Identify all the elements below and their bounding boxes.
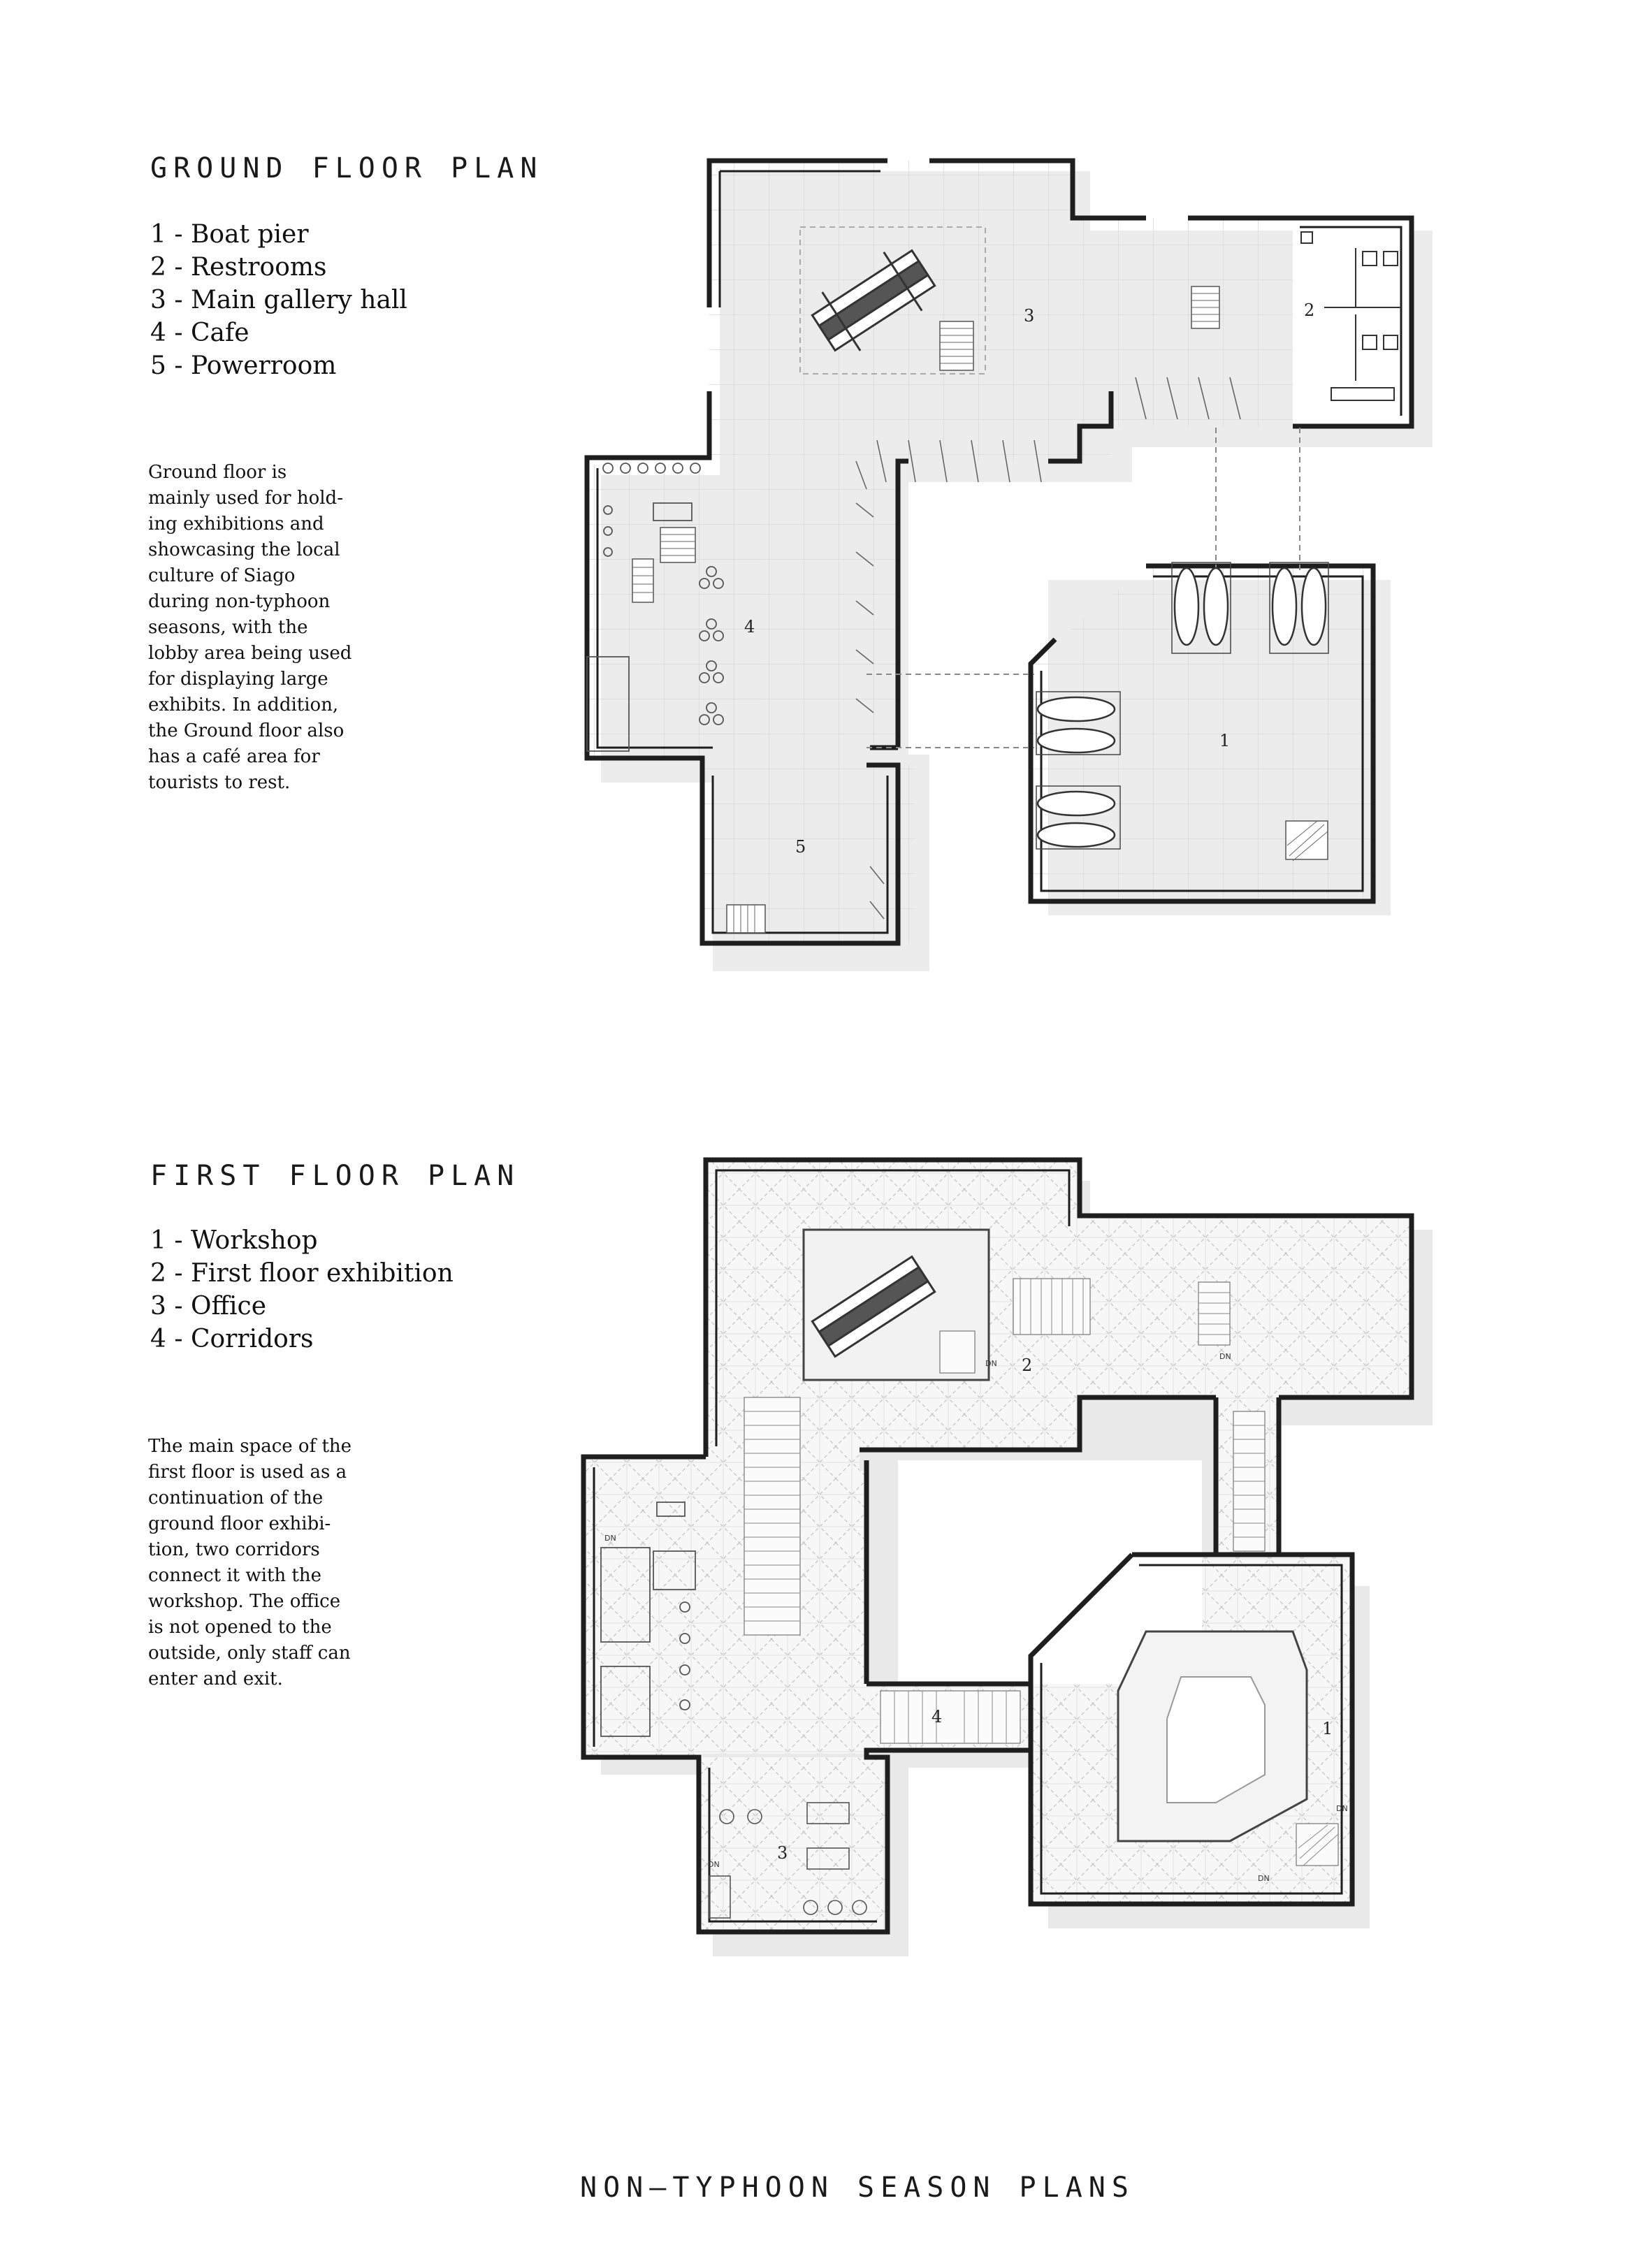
ground-floor-description: Ground floor is mainly used for hold- ing exhibitions and showcasing the local culture of Siago during non-typhoon seasons, with the lobby area being used for displaying large exhibits. In addition, the Ground floor also has a café area for tourists to rest.	[148, 462, 352, 793]
legend-item: 2 - Restrooms	[150, 253, 327, 282]
ground-floor-plan	[587, 161, 1433, 971]
legend-item: 2 - First floor exhibition	[150, 1259, 454, 1288]
room-label: 3	[1024, 306, 1035, 326]
legend-item: 4 - Cafe	[150, 319, 249, 347]
first-floor-exhibition-annex	[1080, 1216, 1412, 1397]
room-label: 1	[1322, 1719, 1333, 1738]
legend-item: 1 - Workshop	[150, 1226, 318, 1255]
room-label: 4	[744, 617, 755, 637]
room-label: 2	[1304, 300, 1315, 320]
first-floor-title: FIRST FLOOR PLAN	[150, 1160, 521, 1192]
cafe	[587, 465, 762, 758]
room-label: 4	[932, 1707, 943, 1727]
sheet-title: NON–TYPHOON SEASON PLANS	[580, 2172, 1135, 2204]
stair-down-label: DN	[985, 1359, 997, 1368]
stair-down-label: DN	[1219, 1352, 1231, 1361]
stair-down-label: DN	[708, 1860, 720, 1869]
office	[699, 1757, 887, 1932]
room-label: 3	[777, 1843, 788, 1863]
legend-item: 1 - Boat pier	[150, 220, 309, 249]
legend-item: 4 - Corridors	[150, 1325, 314, 1353]
legend-item: 3 - Office	[150, 1292, 267, 1321]
first-floor-plan	[583, 1160, 1433, 1956]
stair-down-label: DN	[604, 1534, 616, 1543]
first-floor-description: The main space of the first floor is used as a continuation of the ground floor exhibi- tion, two corridors connect it with the workshop. The office is not opened to the outside, only staff can enter and exit.	[148, 1436, 352, 1689]
room-label: 5	[795, 837, 806, 857]
legend-item: 3 - Main gallery hall	[150, 286, 407, 314]
stair-down-label: DN	[1258, 1874, 1270, 1883]
ground-floor-title: GROUND FLOOR PLAN	[150, 152, 544, 184]
room-label: 1	[1219, 731, 1231, 750]
legend-item: 5 - Powerroom	[150, 351, 337, 380]
room-label: 2	[1022, 1355, 1033, 1375]
stair-down-label: DN	[1336, 1804, 1348, 1813]
